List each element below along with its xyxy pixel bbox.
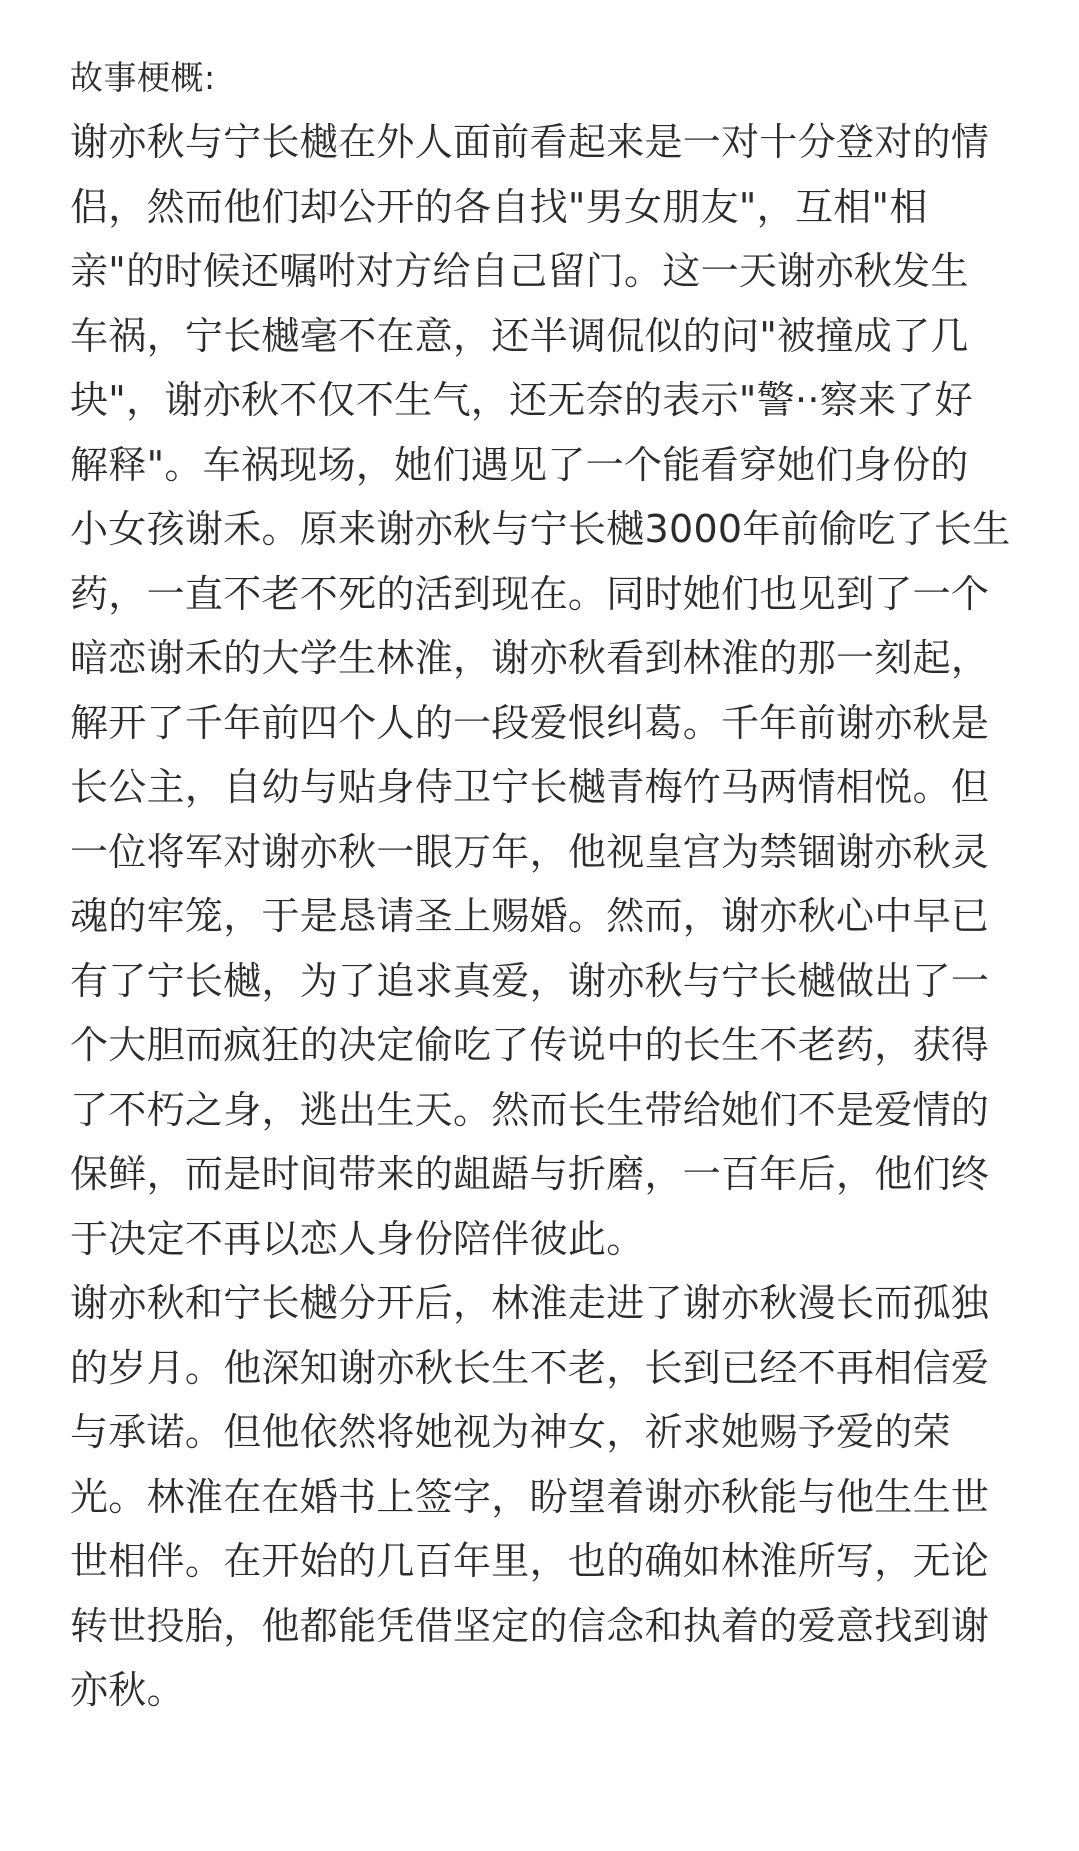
text-line: 谢亦秋与宁长樾在外人面前看起来是一对十分登对的情 — [70, 120, 990, 164]
text-line: 光。林淮在在婚书上签字，盼望着谢亦秋能与他生生世 — [70, 1474, 990, 1519]
text-line: 与承诺。但他依然将她视为神女，祈求她赐予爱的荣 — [70, 1410, 951, 1454]
text-line: 解释"。车祸现场，她们遇见了一个能看穿她们身份的 — [70, 442, 969, 487]
text-line: 药，一直不老不死的活到现在。同时她们也见到了一个 — [70, 571, 990, 616]
text-line: 亦秋。 — [70, 1668, 185, 1712]
text-line: 侣，然而他们却公开的各自找"男女朋友"，互相"相 — [70, 184, 928, 229]
text-line: 世相伴。在开始的几百年里，也的确如林淮所写，无论 — [70, 1539, 990, 1583]
text-line: 一位将军对谢亦秋一眼万年，他视皇宫为禁锢谢亦秋灵 — [70, 829, 990, 874]
text-line: 于决定不再以恋人身份陪伴彼此。 — [70, 1216, 645, 1261]
text-line: 个大胆而疯狂的决定偷吃了传说中的长生不老药，获得 — [70, 1023, 990, 1067]
document-title: 故事梗概: — [70, 58, 216, 97]
text-line: 长公主，自幼与贴身侍卫宁长樾青梅竹马两情相悦。但 — [70, 765, 990, 809]
text-line: 魂的牢笼，于是恳请圣上赐婚。然而，谢亦秋心中早已 — [70, 894, 990, 938]
text-line: 暗恋谢禾的大学生林淮，谢亦秋看到林淮的那一刻起， — [70, 636, 990, 680]
text-line: 谢亦秋和宁长樾分开后，林淮走进了谢亦秋漫长而孤独 — [70, 1281, 990, 1325]
text-line: 有了宁长樾，为了追求真爱，谢亦秋与宁长樾做出了一 — [70, 958, 990, 1003]
text-line: 保鲜，而是时间带来的龃龉与折磨，一百年后，他们终 — [70, 1152, 990, 1196]
text-line: 解开了千年前四个人的一段爱恨纠葛。千年前谢亦秋是 — [70, 700, 990, 745]
text-line: 转世投胎，他都能凭借坚定的信念和执着的爱意找到谢 — [70, 1603, 990, 1648]
story-document — [70, 46, 1030, 1723]
text-line: 亲"的时候还嘱咐对方给自己留门。这一天谢亦秋发生 — [70, 249, 969, 293]
text-line: 小女孩谢禾。原来谢亦秋与宁长樾3000年前偷吃了长生 — [70, 507, 1011, 551]
text-line: 了不朽之身，逃出生天。然而长生带给她们不是爱情的 — [70, 1087, 990, 1132]
text-line: 车祸，宁长樾毫不在意，还半调侃似的问"被撞成了几 — [70, 313, 969, 358]
text-line: 的岁月。他深知谢亦秋长生不老，长到已经不再相信爱 — [70, 1345, 990, 1390]
text-line: 块"，谢亦秋不仅不生气，还无奈的表示"警··察来了好 — [70, 378, 973, 422]
